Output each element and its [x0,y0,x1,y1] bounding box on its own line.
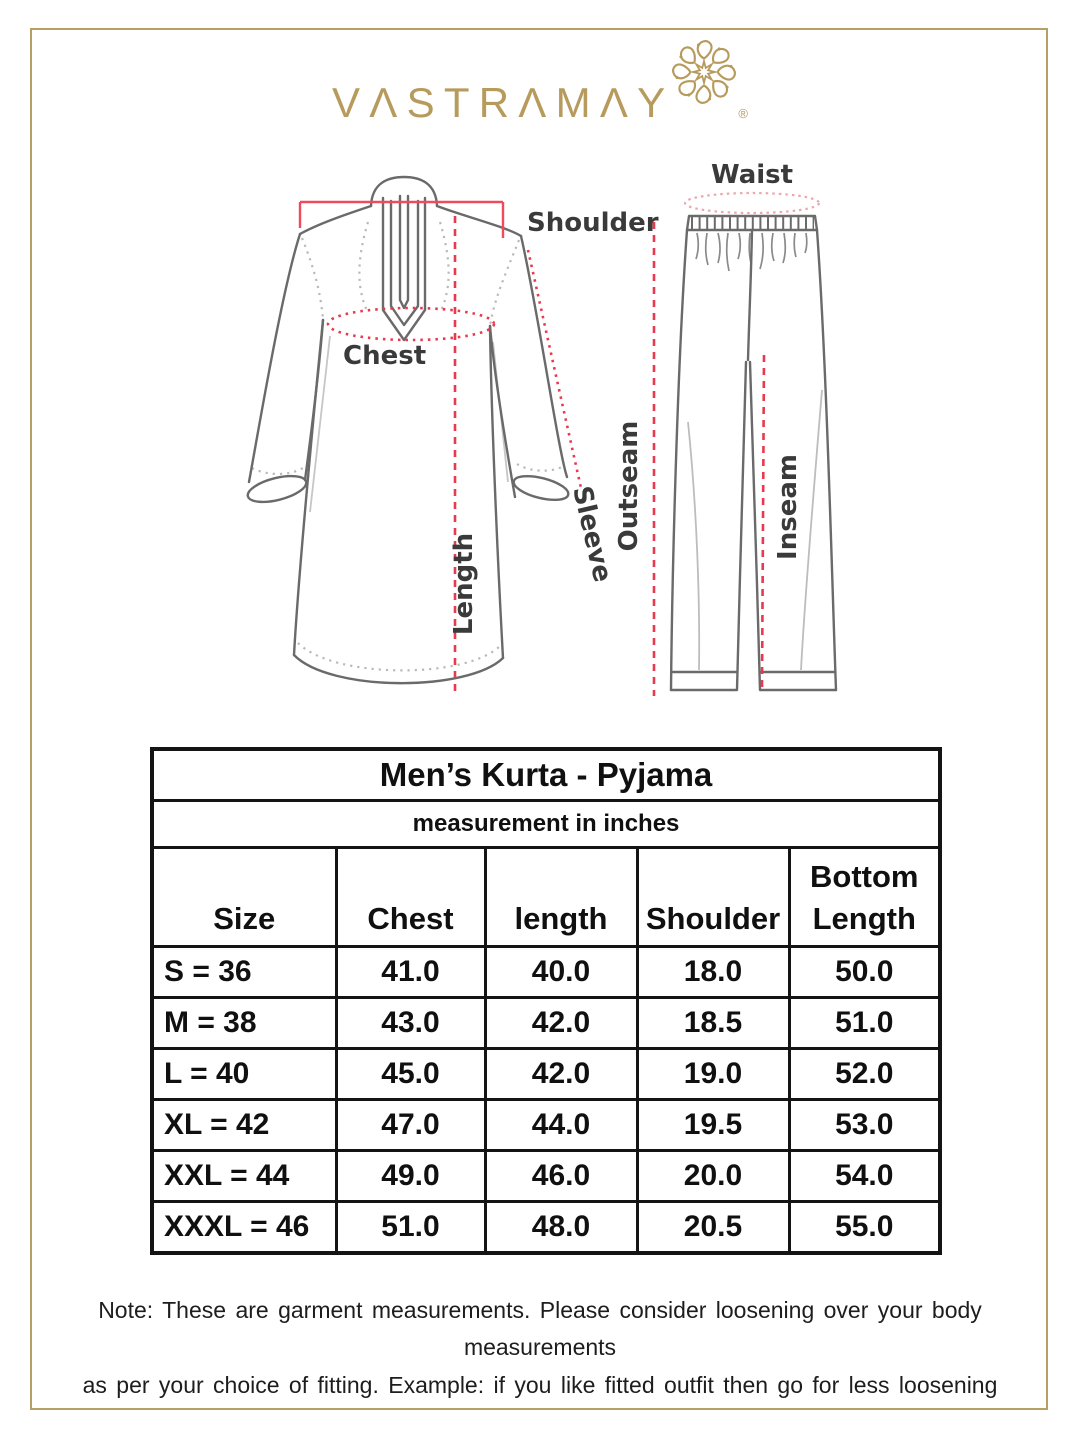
table-row: M = 38 43.0 42.0 18.5 51.0 [152,998,940,1049]
pyjama-drawing [614,160,836,696]
table-row: XXXL = 46 51.0 48.0 20.5 55.0 [152,1202,940,1254]
header-bottom-length: Bottom Length [789,848,940,947]
kurta-chest-label: Chest [343,341,427,371]
header-length: length [485,848,637,947]
note-line-2: as per your choice of fitting. Example: if you like fitted outfit then go for less loosening [82,1371,998,1398]
header-size: Size [152,848,336,947]
header-shoulder: Shoulder [637,848,789,947]
size-chart-table [150,747,942,1255]
table-row: S = 36 41.0 40.0 18.0 50.0 [152,947,940,998]
table-header-row [152,848,940,947]
measurement-diagram [0,150,1080,730]
registered-trademark-mark: ® [738,106,748,121]
table-subtitle: measurement in inches [152,801,940,848]
note-line-1: Note: These are garment measurements. Please consider loosening over your body measurements [98,1297,982,1361]
brand-lockup [0,36,1080,124]
pyjama-inseam-label: Inseam [773,454,803,560]
table-title: Men’s Kurta - Pyjama [152,749,940,801]
table-row: XL = 42 47.0 44.0 19.5 53.0 [152,1100,940,1151]
brand-logo-text: VΛSTRΛMΛY [332,79,675,126]
kurta-shoulder-label: Shoulder [527,208,659,238]
kurta-drawing [245,177,659,696]
mandala-star-icon [668,36,740,108]
pyjama-waist-label: Waist [710,160,794,190]
kurta-length-label: Length [449,532,479,636]
header-chest: Chest [336,848,485,947]
measurement-note [50,1292,1030,1404]
table-row: XXL = 44 49.0 46.0 20.0 54.0 [152,1151,940,1202]
pyjama-outseam-label: Outseam [614,420,644,552]
table-row: L = 40 45.0 42.0 19.0 52.0 [152,1049,940,1100]
kurta-sleeve-label: Sleeve [566,483,618,586]
